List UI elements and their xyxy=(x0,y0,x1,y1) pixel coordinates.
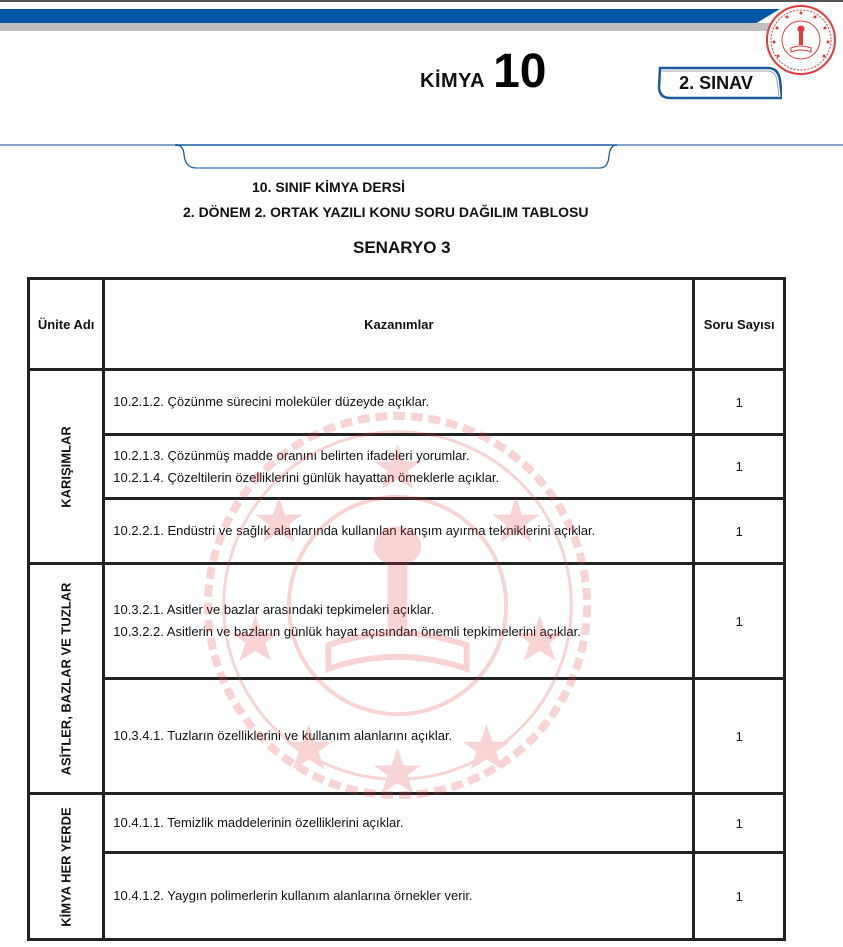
unit-cell xyxy=(29,564,104,794)
unit-cell xyxy=(29,794,104,940)
goal-text: 10.2.2.1. Endüstri ve sağlık alanlarında kullanılan kanşım ayırma tekniklerini açıklar. xyxy=(113,523,596,538)
goal-cell xyxy=(104,679,694,794)
goal-text: 10.4.1.1. Temizlik maddelerinin özelliklerini açıklar. xyxy=(113,815,404,830)
question-count: 1 xyxy=(694,794,785,853)
header-bracket-rule xyxy=(0,138,843,172)
question-count: 1 xyxy=(694,853,785,940)
question-count: 1 xyxy=(694,499,785,564)
goal-text: 10.3.2.1. Asitler ve bazlar arasındaki tepkimeleri açıklar. xyxy=(113,602,435,617)
unit-name: ASİTLER, BAZLAR VE TUZLAR xyxy=(58,582,74,775)
subject-label: KİMYA xyxy=(420,70,486,92)
column-header-unit: Ünite Adı xyxy=(29,279,104,370)
scenario-heading: SENARYO 3 xyxy=(353,238,451,257)
goal-text: 10.3.2.2. Asitlerin ve bazların günlük hayat açısından önemli tepkimelerini açıklar. xyxy=(113,624,581,639)
unit-name: KİMYA HER YERDE xyxy=(58,806,74,927)
question-distribution-table xyxy=(27,277,786,941)
unit-cell xyxy=(29,370,104,564)
exam-label: 2. SINAV xyxy=(679,73,753,93)
goal-text: 10.2.1.4. Çözeltilerin özelliklerini günlük hayattan ömeklerle açıklar. xyxy=(113,469,500,485)
column-header-count: Soru Sayısı xyxy=(694,279,785,370)
table-row xyxy=(29,499,785,564)
question-count: 1 xyxy=(694,370,785,435)
exam-badge xyxy=(656,66,782,100)
goal-cell xyxy=(104,435,694,499)
table-row xyxy=(29,679,785,794)
table-row xyxy=(29,853,785,940)
goal-cell xyxy=(104,853,694,940)
table-row xyxy=(29,370,785,435)
table-row xyxy=(29,794,785,853)
goal-cell xyxy=(104,370,694,435)
table-title: 2. DÖNEM 2. ORTAK YAZILI KONU SORU DAĞILIM TABLOSU xyxy=(183,204,589,220)
goal-cell xyxy=(104,794,694,853)
header-gray-band xyxy=(0,23,775,31)
goal-text: 10.2.1.2. Çözünme sürecini moleküler düzeyde açıklar. xyxy=(113,394,430,409)
goal-cell xyxy=(104,499,694,564)
header-blue-band xyxy=(0,9,780,23)
question-count: 1 xyxy=(694,564,785,679)
grade-number: 10 xyxy=(493,45,547,98)
column-header-goals: Kazanımlar xyxy=(104,279,694,370)
goal-text: 10.4.1.2. Yaygın polimerlerin kullanım alanlarına örnekler verir. xyxy=(113,888,473,903)
course-heading: 10. SINIF KİMYA DERSİ xyxy=(252,179,406,195)
table-row xyxy=(29,564,785,679)
top-rule xyxy=(0,0,843,2)
question-count: 1 xyxy=(694,679,785,794)
table-header-row xyxy=(29,279,785,370)
table-row xyxy=(29,435,785,499)
page-title xyxy=(420,45,547,98)
goal-text: 10.2.1.3. Çözünmüş madde oranını belirten ifadeleri yorumlar. xyxy=(113,447,470,463)
unit-name: KARIŞIMLAR xyxy=(58,425,74,508)
question-count: 1 xyxy=(694,435,785,499)
goal-cell xyxy=(104,564,694,679)
goal-text: 10.3.4.1. Tuzların özelliklerini ve kullanım alanlarını açıklar. xyxy=(113,728,453,743)
